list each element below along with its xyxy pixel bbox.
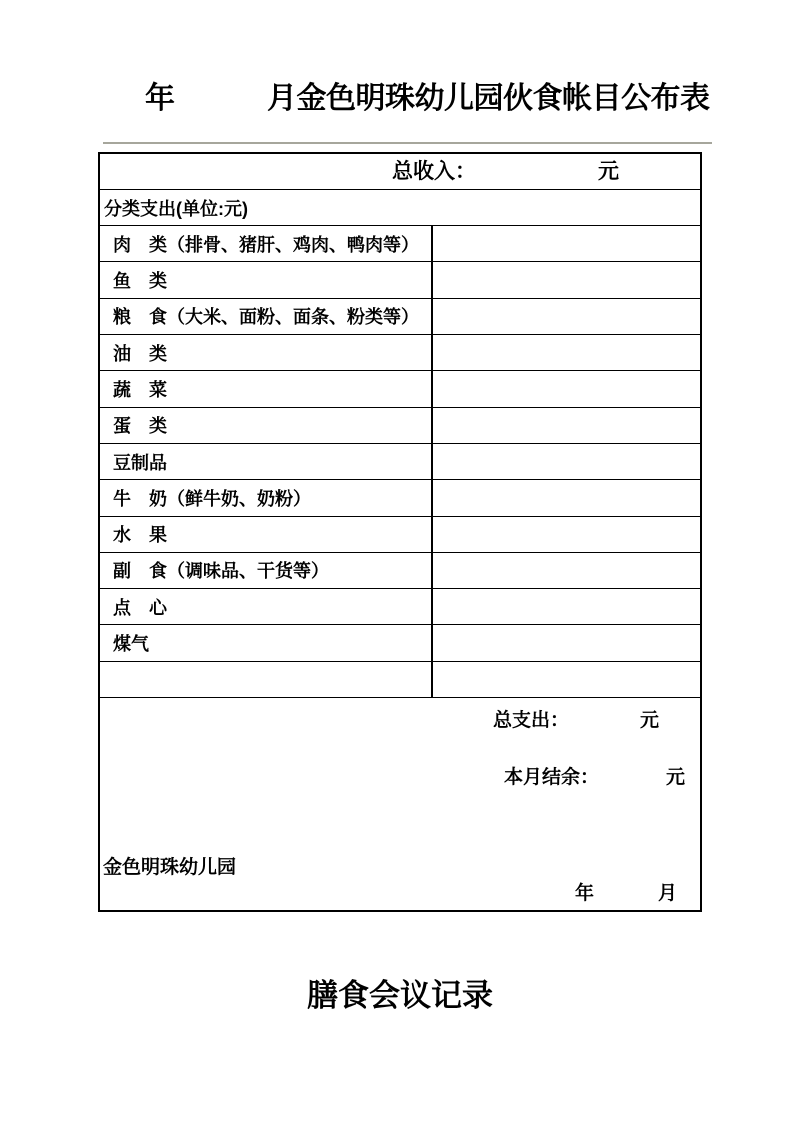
row-value-cell bbox=[433, 662, 700, 697]
table-row-milk bbox=[100, 480, 700, 516]
row-value-cell bbox=[433, 226, 700, 261]
signature-month-blank: 月 bbox=[658, 883, 678, 904]
table-row-fish bbox=[100, 262, 700, 298]
row-value-cell bbox=[433, 480, 700, 515]
row-value-cell bbox=[433, 299, 700, 334]
row-label: 油 类 bbox=[100, 335, 433, 370]
table-row-egg bbox=[100, 408, 700, 444]
row-value-cell bbox=[433, 553, 700, 588]
row-label: 豆制品 bbox=[100, 444, 433, 479]
title-year-blank: 年 bbox=[145, 82, 175, 115]
row-label: 牛 奶（鲜牛奶、奶粉） bbox=[100, 480, 433, 515]
table-row-gas bbox=[100, 625, 700, 661]
summary-section bbox=[100, 698, 700, 910]
row-label: 粮 食（大米、面粉、面条、粉类等） bbox=[100, 299, 433, 334]
food-account-table bbox=[98, 152, 702, 912]
section-header-row bbox=[100, 190, 700, 226]
table-row-grain bbox=[100, 299, 700, 335]
total-expense-label: 总支出： bbox=[493, 710, 570, 731]
row-value-cell bbox=[433, 625, 700, 660]
row-label: 鱼 类 bbox=[100, 262, 433, 297]
section-header-label: 分类支出(单位:元) bbox=[104, 198, 248, 219]
row-value-cell bbox=[433, 444, 700, 479]
table-row-side-food bbox=[100, 553, 700, 589]
row-label bbox=[100, 662, 433, 697]
organization-name: 金色明珠幼儿园 bbox=[103, 857, 237, 878]
row-value-cell bbox=[433, 517, 700, 552]
total-income-unit: 元 bbox=[598, 160, 619, 183]
title-underline bbox=[103, 142, 712, 144]
table-row-snack bbox=[100, 589, 700, 625]
total-expense-unit: 元 bbox=[640, 710, 660, 731]
meal-meeting-record-title: 膳食会议记录 bbox=[307, 978, 493, 1014]
row-label: 点 心 bbox=[100, 589, 433, 624]
table-row-oil bbox=[100, 335, 700, 371]
table-row-fruit bbox=[100, 517, 700, 553]
row-value-cell bbox=[433, 589, 700, 624]
expense-items bbox=[100, 226, 700, 698]
page-title bbox=[0, 82, 800, 116]
month-balance-label: 本月结余： bbox=[504, 767, 600, 788]
total-income-label: 总收入： bbox=[392, 160, 476, 183]
total-income-row bbox=[100, 154, 700, 190]
signature-year-blank: 年 bbox=[575, 883, 595, 904]
row-value-cell bbox=[433, 262, 700, 297]
title-main-text: 月金色明珠幼儿园伙食帐目公布表 bbox=[267, 82, 710, 115]
table-row-meat bbox=[100, 226, 700, 262]
table-row-vegetable bbox=[100, 371, 700, 407]
row-label: 蔬 菜 bbox=[100, 371, 433, 406]
table-row-blank bbox=[100, 662, 700, 698]
row-value-cell bbox=[433, 335, 700, 370]
row-label: 蛋 类 bbox=[100, 408, 433, 443]
month-balance-unit: 元 bbox=[666, 767, 686, 788]
row-label: 副 食（调味品、干货等） bbox=[100, 553, 433, 588]
table-row-soy bbox=[100, 444, 700, 480]
row-value-cell bbox=[433, 371, 700, 406]
row-label: 肉 类（排骨、猪肝、鸡肉、鸭肉等） bbox=[100, 226, 433, 261]
row-value-cell bbox=[433, 408, 700, 443]
row-label: 煤气 bbox=[100, 625, 433, 660]
row-label: 水 果 bbox=[100, 517, 433, 552]
